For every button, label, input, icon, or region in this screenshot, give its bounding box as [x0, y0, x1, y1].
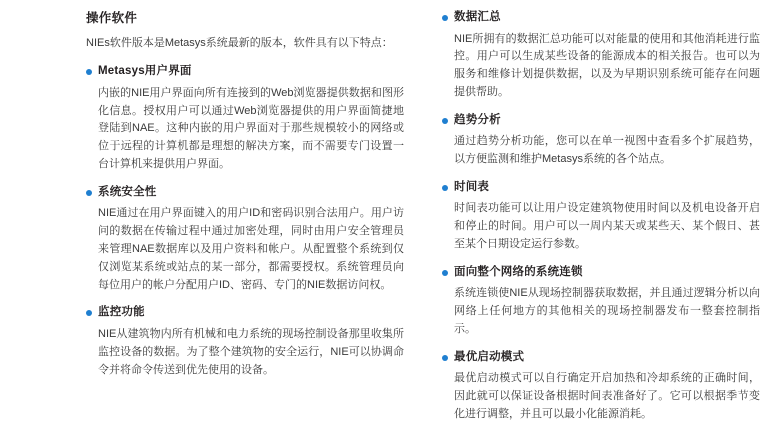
section-title: 系统安全性	[98, 185, 157, 198]
section-optimal-start	[442, 350, 760, 424]
section-heading	[86, 185, 404, 201]
section-title: 面向整个网络的系统连锁	[454, 265, 583, 278]
section-heading	[86, 64, 404, 80]
left-column	[86, 10, 404, 379]
section-body: NIE从建筑物内所有机械和电力系统的现场控制设备那里收集所监控设备的数据。为了整个建筑物的安全运行，NIE可以协调命令并将命令传送到优先使用的设备。	[98, 327, 404, 376]
section-heading	[442, 180, 760, 196]
section-body: 通过趋势分析功能，您可以在单一视图中查看多个扩展趋势，以方便监测和维护Metasys系统的各个站点。	[454, 135, 760, 166]
section-title: Metasys用户界面	[98, 65, 192, 78]
section-system-security	[86, 185, 404, 295]
page-title: 操作软件	[86, 11, 138, 25]
bullet-dot-icon	[442, 270, 448, 276]
section-body: 系统连锁使NIE从现场控制器获取数据，并且通过逻辑分析以向网络上任何地方的其他相关的现场控制器发布一整套控制指示。	[454, 287, 760, 335]
section-body: 时间表功能可以让用户设定建筑物使用时间以及机电设备开启和停止的时间。用户可以一周内某天或某些天、某个假日、甚至某个日期设定运行参数。	[454, 202, 760, 251]
section-heading	[442, 10, 760, 26]
section-monitoring	[86, 305, 404, 379]
bullet-dot-icon	[442, 355, 448, 361]
section-title: 监控功能	[98, 306, 145, 319]
section-metasys-ui	[86, 64, 404, 174]
section-heading	[86, 305, 404, 321]
section-title: 最优启动模式	[454, 350, 525, 363]
bullet-dot-icon	[442, 118, 448, 124]
bullet-dot-icon	[442, 185, 448, 191]
section-schedule	[442, 180, 760, 254]
section-body: NIE所拥有的数据汇总功能可以对能量的使用和其他消耗进行监控。用户可以生成某些设备的能源成本的相关报告。也可以为服务和维修计划提供数据，以及为早期识别系统可能存在问题提供帮助。	[454, 32, 760, 98]
section-heading	[442, 113, 760, 129]
bullet-dot-icon	[86, 69, 92, 75]
section-heading	[442, 265, 760, 281]
section-body: 内嵌的NIE用户界面向所有连接到的Web浏览器提供数据和图形化信息。授权用户可以通过Web浏览器提供的用户界面简捷地登陆到NAE。这种内嵌的用户界面对于那些规模较小的网络或位于远程的计算机都是理想的解决方案，而不需要专门设置一台计算机来提供用户界面。	[98, 86, 404, 171]
section-heading	[442, 350, 760, 366]
section-body: NIE通过在用户界面键入的用户ID和密码识别合法用户。用户访问的数据在传输过程中通过加密处理，同时由用户安全管理员来管理NAE数据库以及用户资料和帐户。从配置整个系统到仅仅浏览某系统或站点的某一部分，都需要授权。系统管理员向每位用户的帐户分配用户ID、密码、专门的NIE数据访问权。	[98, 207, 404, 291]
bullet-dot-icon	[442, 15, 448, 21]
section-trend-analysis	[442, 113, 760, 169]
section-title: 时间表	[454, 180, 490, 193]
section-network-interlock	[442, 265, 760, 339]
two-column-layout	[86, 10, 760, 424]
bullet-dot-icon	[86, 310, 92, 316]
section-title: 数据汇总	[454, 11, 501, 23]
right-column	[442, 10, 760, 424]
section-body: 最优启动模式可以自行确定开启加热和冷却系统的正确时间，因此就可以保证设备根据时间表准备好了。它可以根据季节变化进行调整，并且可以最小化能源消耗。	[454, 372, 760, 420]
bullet-dot-icon	[86, 190, 92, 196]
section-title: 趋势分析	[454, 113, 501, 126]
section-data-summary	[442, 10, 760, 102]
intro-paragraph: NIEs软件版本是Metasys系统最新的版本，软件具有以下特点：	[86, 37, 393, 50]
